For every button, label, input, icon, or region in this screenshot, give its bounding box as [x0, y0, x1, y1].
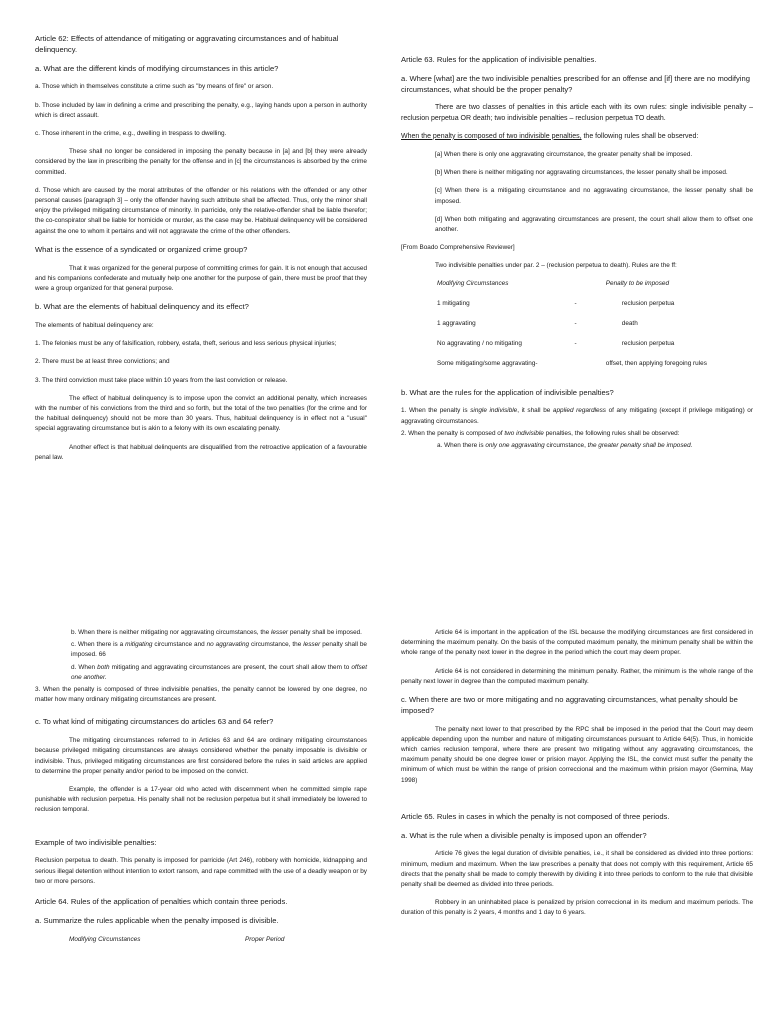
question-a: a. Where [what] are the two indivisible penalties prescribed for an offense and [if] there are no modifying circumstances, what should be the proper penalty?: [401, 73, 750, 94]
robbery-paragraph: Robbery in an uninhabited place is penalized by prision correccional in its medium and maximum periods. The duration of this penalty is 2 years, 4 months and 1 day to 6 years.: [401, 899, 753, 917]
classes-paragraph: There are two classes of penalties in this article each with its own rules: single indivisible penalty – reclusion perpetua OR death; two indivisible penalties – reclusion perpetua TO death.: [401, 104, 753, 122]
article-76-paragraph: Article 76 gives the legal duration of divisible penalties, i.e., it shall be considered as divided into three portions: minimum, medium and maximum. When the law prescribes a penalty that does not comply with this requirement, Article 65 directs that the penalty shall be made to comply therewith by dividing it into three periods to conform to the rule that divisible penalty shall be deemed as divided into three periods.: [401, 850, 753, 889]
source-note: [From Boado Comprehensive Reviewer]: [401, 244, 515, 252]
text-run: b. When there is neither mitigating nor aggravating circumstances, the: [71, 629, 271, 636]
text-run: penalty shall be imposed. 66: [71, 641, 367, 659]
effect-paragraph: The effect of habitual delinquency is to impose upon the convict an additional penalty, which increases with the number of his convictions from the third and so forth, but the total of the two penalties (for the crime and for the habitual delinquency) should not be more than 30 years. Thus, habitual delinquency is in effect not a "usual" special aggravating circumstance but is akin to a felony with its own escalating penalty.: [35, 394, 367, 433]
table-cell: [575, 360, 606, 380]
rule-2: [401, 429, 753, 439]
column-period: Proper Period: [245, 935, 285, 943]
rule-b: [b] When there is neither mitigating nor aggravating circumstances, the lesser penalty shall be imposed.: [435, 169, 728, 177]
another-effect: Another effect is that habitual delinquents are disqualified from the retroactive application of a favourable penal law.: [35, 443, 367, 461]
text-run: d. When: [71, 663, 98, 671]
element-1: 1. The felonies must be any of falsification, robbery, estafa, theft, serious and less serious physical injuries;: [35, 340, 337, 348]
table-cell: reclusion perpetua: [621, 299, 675, 307]
text-run: circumstance,: [544, 442, 588, 450]
page-top-right: [384, 0, 768, 584]
example-paragraph: Example, the offender is a 17-year old who acted with discernment when he committed simple rape punishable with reclusion perpetua. His penalty shall not be reclusion perpetua but it shall immediately be lowered to reclusion temporal.: [35, 786, 367, 814]
text-run: a. When there is: [437, 442, 486, 450]
item-d: d. Those which are caused by the moral attributes of the offender or his relations with the offended or any other personal causes [paragraph 3] – only the offender having such attribute shall be affected. Thus, only the minor shall enjoy the privileged mitigating circumstance of minority. In parricide, only the relative-offender shall be liable therefor; the co-conspirator shall be liable for homicide or murder, as the case may be. Habitual delinquency will be considered against the one to whom it pertains and will not aggravate the crime of the other offenders.: [35, 186, 367, 235]
text-run: of any mitigating (except if privilege mitigating) or aggravating circumstances.: [401, 407, 753, 425]
rule-d: [35, 663, 367, 683]
text-run: lesser: [271, 629, 289, 636]
table-cell: reclusion perpetua: [621, 339, 675, 347]
underlined-phrase: When the penalty is composed of two indivisible penalties,: [401, 132, 582, 140]
text-run: two indivisible: [504, 429, 544, 437]
question-b: b. What are the elements of habitual delinquency and its effect?: [35, 302, 249, 312]
header-cell: [575, 280, 606, 300]
text-run: 2. When the penalty is composed of: [401, 429, 505, 437]
table-row: [437, 320, 753, 340]
text-run: no aggravating: [206, 641, 250, 649]
article-64-heading: Article 64. Rules of the application of penalties which contain three periods.: [35, 897, 288, 907]
question-a: a. What is the rule when a divisible penalty is imposed upon an offender?: [401, 830, 647, 840]
table-header: [69, 935, 367, 945]
elements-intro: The elements of habitual delinquency are:: [35, 322, 154, 330]
text-run: both: [97, 663, 110, 671]
header-cell: Penalty to be imposed: [605, 279, 670, 287]
two-indivisible-rule: [401, 132, 753, 142]
penalty-table: [437, 280, 753, 380]
table-cell: Some mitigating/some aggravating-: [437, 359, 538, 367]
example-title: Example of two indivisible penalties:: [35, 837, 157, 847]
table-cell: offset, then applying foregoing rules: [605, 359, 707, 367]
table-row: [437, 300, 753, 320]
rule-b: [35, 628, 367, 638]
text-run: circumstance, the: [249, 641, 304, 649]
text-run: circumstance and: [152, 641, 207, 649]
text-run: single indivisible: [470, 407, 518, 415]
text-run: only one aggravating: [485, 442, 545, 450]
text-column: [35, 628, 367, 953]
table-row: [437, 340, 753, 360]
text-run: penalty shall be imposed.: [288, 629, 362, 636]
text-run: mitigating: [125, 641, 153, 649]
question-c: c. To what kind of mitigating circumstances do articles 63 and 64 refer?: [35, 717, 274, 727]
text-run: the greater penalty shall be imposed.: [587, 442, 693, 450]
table-cell: 1 aggravating: [437, 319, 476, 327]
table-header: [437, 280, 753, 300]
rule-a: [a] When there is only one aggravating circumstance, the greater penalty shall be imposed.: [435, 151, 693, 158]
item-c: c. Those inherent in the crime, e.g., dwelling in trespass to dwelling.: [35, 130, 227, 137]
text-run: mitigating and aggravating circumstances are present, the court shall allow them to: [109, 663, 352, 671]
page-bottom-right: [384, 584, 768, 1024]
item-a: a. Those which in themselves constitute a crime such as "by means of fire" or arson.: [35, 83, 274, 91]
mitigating-paragraph: The mitigating circumstances referred to in Articles 63 and 64 are ordinary mitigating circumstances because privileged mitigating circumstances are always considered whether the penalty imposable is divisible or indivisible. Thus, privileged mitigating circumstances are first considered before the rules in said articles are applied to determine the proper penalty and/or period to be imposed on the convict.: [35, 737, 367, 775]
question-essence: What is the essence of a syndicated or organized crime group?: [35, 244, 248, 254]
table-row: [437, 360, 753, 380]
paragraph: These shall no longer be considered in imposing the penalty because in [a] and [b] they were already considered by the law in prescribing the penalty for the offense and in [c] the circumstances is absorbed by the crime committed.: [35, 148, 367, 176]
rule-c: [c] When there is a mitigating circumstance and no aggravating circumstance, the lesser penalty shall be imposed.: [435, 187, 753, 205]
text-column: [401, 55, 753, 459]
rule-d: [d] When both mitigating and aggravating circumstances are present, the court shall allow them to offset one another.: [435, 215, 753, 234]
example-text: Reclusion perpetua to death. This penalty is imposed for parricide (Art 246), robbery with homicide, kidnapping and serious illegal detention without intention to extort ransom, and rape committed with the use of a deadly weapon or by two or more persons.: [35, 857, 367, 885]
element-3: 3. The third conviction must take place within 10 years from the last conviction or release.: [35, 376, 288, 384]
question-a: a. Summarize the rules applicable when the penalty imposed is divisible.: [35, 915, 279, 925]
page-bottom-left: [0, 584, 384, 1024]
rule-1: [401, 406, 753, 426]
text-run: penalties, the following rules shall be observed:: [543, 429, 680, 437]
table-cell: 1 mitigating: [437, 299, 470, 307]
two-indivisible-intro: Two indivisible penalties under par. 2 – (reclusion perpetua to death). Rules are the ff:: [435, 262, 677, 270]
table-cell: death: [621, 319, 638, 327]
question-b: b. What are the rules for the application of indivisible penalties?: [401, 387, 614, 397]
question-a: a. What are the different kinds of modifying circumstances in this article?: [35, 63, 279, 73]
table-cell: -: [574, 339, 577, 347]
header-cell: Modifying Circumstances: [437, 279, 509, 287]
item-b: b. Those included by law in defining a crime and prescribing the penalty, e.g., laying hands upon a person in authority which is direct assault.: [35, 101, 367, 119]
text-column: [401, 628, 753, 927]
element-2: 2. There must be at least three convictions; and: [35, 358, 170, 366]
text-column: [35, 34, 367, 471]
article-65-heading: Article 65. Rules in cases in which the penalty is not composed of three periods.: [401, 811, 670, 821]
article-63-heading: Article 63. Rules for the application of indivisible penalties.: [401, 55, 597, 64]
table-cell: No aggravating / no mitigating: [437, 339, 522, 347]
penalty-next-lower-paragraph: The penalty next lower to that prescribed by the RPC shall be imposed in the period that the Court may deem applicable depending upon the number and nature of mitigating circumstances pursuant to Article 64(5). Thus, in homicide which carries reclusion temporal, where there are present two mitigating without any aggravating circumstances, the maximum penalty should be one degree lower or prision mayor. Applying the ISL, the convict must suffer the penalty the minimum of which must be within the range of prision correccional and the maximum within prision mayor (Germina, May 1998): [401, 725, 753, 784]
question-c: c. When there are two or more mitigating and no aggravating circumstances, what penalty should be imposed?: [401, 695, 738, 715]
page-top-left: [0, 0, 384, 584]
text-run: applied regardless: [552, 407, 606, 415]
rule-c: [35, 640, 367, 660]
article-62-heading: Article 62: Effects of attendance of mitigating or aggravating circumstances and of habitual delinquency.: [35, 34, 339, 54]
essence-answer: That it was organized for the general purpose of committing crimes for gain. It is not enough that accused and his companions confederate and mutually help one another for the purpose of gain, there must be proof that they were a group organized for that general purpose.: [35, 264, 367, 293]
article-64-importance: Article 64 is important in the application of the ISL because the modifying circumstances are first considered in determining the maximum penalty. On the basis of the computed maximum penalty, the minimum penalty shall be within the whole range of the penalty next lower in the degree in the period which the court may deem proper.: [401, 629, 753, 657]
text-run: c. When there is a: [71, 641, 126, 649]
rule-rest: the following rules shall be observed:: [581, 132, 699, 140]
text-run: lesser: [303, 641, 321, 649]
table-cell: -: [574, 299, 577, 307]
text-run: , it shall be: [517, 407, 553, 415]
rule-2a: [401, 441, 753, 451]
text-run: offset one another.: [71, 663, 367, 681]
rule-3: 3. When the penalty is composed of three indivisible penalties, the penalty cannot be lowered by one degree, no matter how many ordinary mitigating circumstances are present.: [35, 686, 367, 704]
minimum-penalty-paragraph: Article 64 is not considered in determining the minimum penalty. Rather, the minimum is the whole range of the penalty next lower in degree than the computed maximum penalty.: [401, 667, 753, 685]
column-modifying: Modifying Circumstances: [69, 935, 141, 943]
text-run: 1. When the penalty is: [401, 407, 471, 415]
table-cell: -: [574, 319, 577, 327]
